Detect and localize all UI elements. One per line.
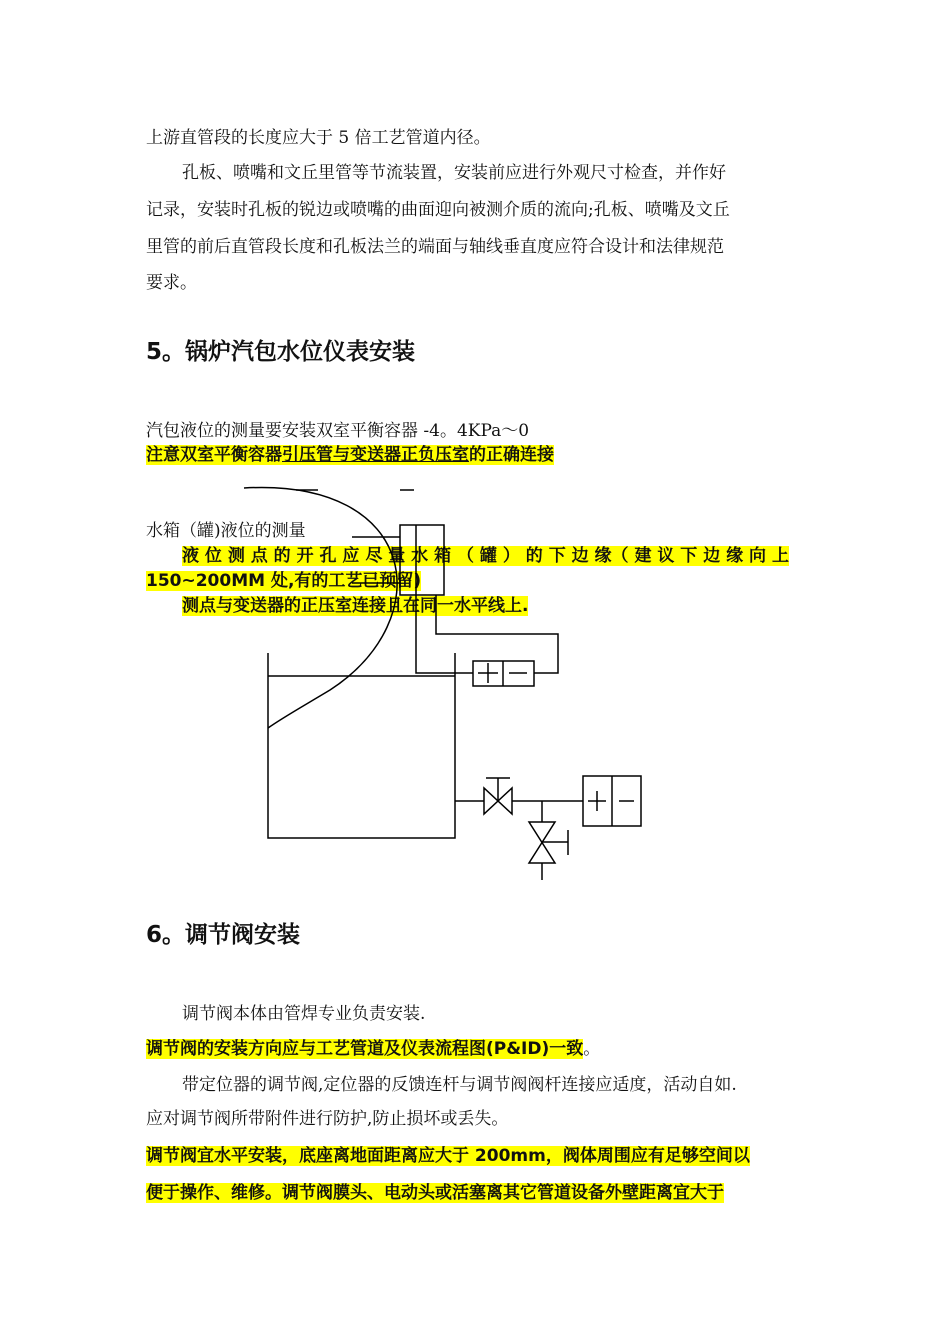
paragraph-line: 上游直管段的长度应大于 5 倍工艺管道内径。 [146, 128, 491, 148]
paragraph-line: 调节阀本体由管焊专业负责安装. [182, 1004, 426, 1024]
highlighted-line [146, 570, 421, 592]
section-heading: 5。锅炉汽包水位仪表安装 [146, 339, 416, 365]
paragraph-line: 带定位器的调节阀,定位器的反馈连杆与调节阀阀杆连接应适度，活动自如. [182, 1075, 737, 1095]
note-segment: 调节阀宜水平安装，底座离地面距离应大于 200mm，阀体周围应有足够空间以 [146, 1146, 750, 1166]
paragraph-line: 汽包液位的测量要安装双室平衡容器 -4。4KPa～0 [146, 421, 530, 441]
paragraph-line: 要求。 [146, 273, 197, 293]
note-segment: 调节阀的安装方向应与工艺管道及仪表流程图(P&ID)一致 [146, 1039, 584, 1059]
subsection-title: 水箱（罐)液位的测量 [146, 521, 306, 541]
highlighted-line [146, 1182, 724, 1204]
tank [268, 653, 455, 838]
note-segment: 注意双室平衡容器 [146, 445, 282, 465]
section-heading: 6。调节阀安装 [146, 922, 301, 948]
highlighted-line [146, 1145, 750, 1167]
paragraph-line: 应对调节阀所带附件进行防护,防止损坏或丢失。 [146, 1109, 509, 1129]
paragraph-line: 记录，安装时孔板的锐边或喷嘴的曲面迎向被测介质的流向;孔板、喷嘴及文丘 [146, 200, 730, 220]
note-segment: 150~200MM 处,有的工艺已预留) [146, 571, 422, 591]
paragraph-line: 孔板、喷嘴和文丘里管等节流装置，安装前应进行外观尺寸检查，并作好 [182, 163, 726, 183]
highlighted-line [146, 1038, 600, 1060]
highlighted-line [182, 595, 528, 617]
note-segment-underlined: 引压管与变送器正负压室 [282, 445, 469, 465]
paragraph-line: 里管的前后直管段长度和孔板法兰的端面与轴线垂直度应符合设计和法律规范 [146, 237, 724, 257]
punctuation: 。 [583, 1039, 601, 1059]
transmitter-upper [473, 661, 534, 686]
valve-horizontal [484, 788, 512, 814]
highlighted-line [182, 545, 789, 567]
highlighted-note [146, 444, 554, 466]
transmitter-lower [583, 776, 641, 826]
note-segment: 的正确连接 [469, 445, 554, 465]
note-segment: 测点与变送器的正压室连接且在同一水平线上. [182, 596, 529, 616]
note-segment: 便于操作、维修。调节阀膜头、电动头或活塞离其它管道设备外壁距离宜大于 [146, 1183, 724, 1203]
note-segment: 液 位 测 点 的 开 孔 应 尽 量 水 箱 （ 罐 ） 的 下 边 缘（ 建 议 下 边 缘 向 上 [182, 546, 789, 566]
valve-vertical [529, 822, 555, 863]
